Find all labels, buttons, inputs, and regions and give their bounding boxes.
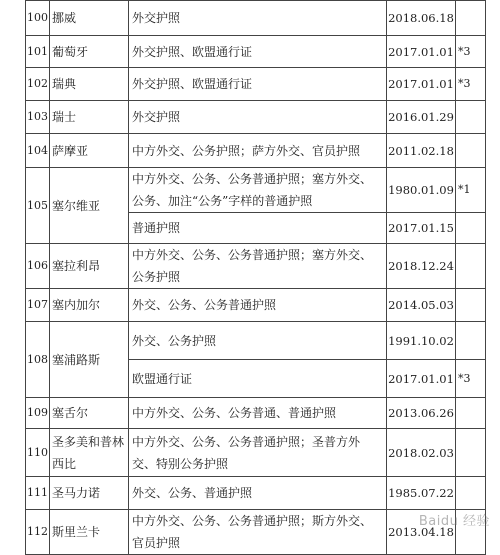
passport-types: 欧盟通行证 (129, 360, 387, 398)
passport-types: 普通护照 (129, 213, 387, 244)
row-number: 101 (26, 36, 50, 68)
table-row (26, 322, 486, 360)
effective-date: 2018.02.03 (387, 429, 456, 477)
table-row (26, 429, 486, 477)
note (456, 289, 486, 322)
passport-types: 外交护照、欧盟通行证 (129, 68, 387, 101)
row-number: 107 (26, 289, 50, 322)
watermark: Baidu 经验 (418, 514, 490, 529)
effective-date: 1991.10.02 (387, 322, 456, 360)
country-name: 瑞典 (50, 68, 129, 101)
row-number: 109 (26, 398, 50, 429)
row-number: 105 (26, 168, 50, 244)
note (456, 1, 486, 36)
note (456, 477, 486, 510)
country-name: 瑞士 (50, 101, 129, 134)
passport-types: 中方外交、公务、公务普通护照；斯方外交、官员护照 (129, 510, 387, 555)
passport-types: 外交护照、欧盟通行证 (129, 36, 387, 68)
table-row (26, 398, 486, 429)
table-row (26, 101, 486, 134)
note (456, 134, 486, 168)
passport-types: 中方外交、公务护照；萨方外交、官员护照 (129, 134, 387, 168)
row-number: 110 (26, 429, 50, 477)
table-row (26, 36, 486, 68)
row-number: 103 (26, 101, 50, 134)
passport-types: 外交、公务、公务普通护照 (129, 289, 387, 322)
row-number: 100 (26, 1, 50, 36)
effective-date: 1985.07.22 (387, 477, 456, 510)
country-name: 挪威 (50, 1, 129, 36)
effective-date: 2013.04.18 (387, 510, 456, 555)
country-name: 圣马力诺 (50, 477, 129, 510)
passport-types: 外交护照 (129, 1, 387, 36)
effective-date: 2018.06.18 (387, 1, 456, 36)
country-name: 塞拉利昂 (50, 244, 129, 289)
effective-date: 2011.02.18 (387, 134, 456, 168)
effective-date: 2014.05.03 (387, 289, 456, 322)
country-name: 圣多美和普林西比 (50, 429, 129, 477)
passport-types: 中方外交、公务、公务普通、普通护照 (129, 398, 387, 429)
passport-types: 中方外交、公务、公务普通护照；塞方外交、公务、加注“公务”字样的普通护照 (129, 168, 387, 213)
effective-date: 2018.12.24 (387, 244, 456, 289)
effective-date: 2017.01.01 (387, 36, 456, 68)
note: *3 (456, 36, 486, 68)
note: *3 (456, 68, 486, 101)
country-name: 塞尔维亚 (50, 168, 129, 244)
table-row (26, 68, 486, 101)
table-row (26, 168, 486, 213)
table-row (26, 477, 486, 510)
country-name: 塞浦路斯 (50, 322, 129, 398)
note (456, 101, 486, 134)
country-name: 斯里兰卡 (50, 510, 129, 555)
country-name: 塞舌尔 (50, 398, 129, 429)
row-number: 108 (26, 322, 50, 398)
country-name: 萨摩亚 (50, 134, 129, 168)
note (456, 429, 486, 477)
visa-exemption-table (25, 0, 486, 555)
effective-date: 2013.06.26 (387, 398, 456, 429)
passport-types: 外交护照 (129, 101, 387, 134)
passport-types: 中方外交、公务、公务普通护照；塞方外交、公务护照 (129, 244, 387, 289)
table-row (26, 289, 486, 322)
row-number: 102 (26, 68, 50, 101)
note (456, 244, 486, 289)
effective-date: 1980.01.09 (387, 168, 456, 213)
table-row (26, 244, 486, 289)
passport-types: 外交、公务护照 (129, 322, 387, 360)
effective-date: 2017.01.01 (387, 68, 456, 101)
note: *1 (456, 168, 486, 213)
row-number: 111 (26, 477, 50, 510)
table-row (26, 1, 486, 36)
table-row (26, 134, 486, 168)
row-number: 106 (26, 244, 50, 289)
effective-date: 2017.01.01 (387, 360, 456, 398)
note (456, 398, 486, 429)
passport-types: 外交、公务、普通护照 (129, 477, 387, 510)
row-number: 112 (26, 510, 50, 555)
country-name: 葡萄牙 (50, 36, 129, 68)
note (456, 322, 486, 360)
note: *3 (456, 360, 486, 398)
note (456, 213, 486, 244)
row-number: 104 (26, 134, 50, 168)
table-row (26, 510, 486, 555)
country-name: 塞内加尔 (50, 289, 129, 322)
passport-types: 中方外交、公务、公务普通护照；圣普方外交、特别公务护照 (129, 429, 387, 477)
effective-date: 2017.01.15 (387, 213, 456, 244)
effective-date: 2016.01.29 (387, 101, 456, 134)
